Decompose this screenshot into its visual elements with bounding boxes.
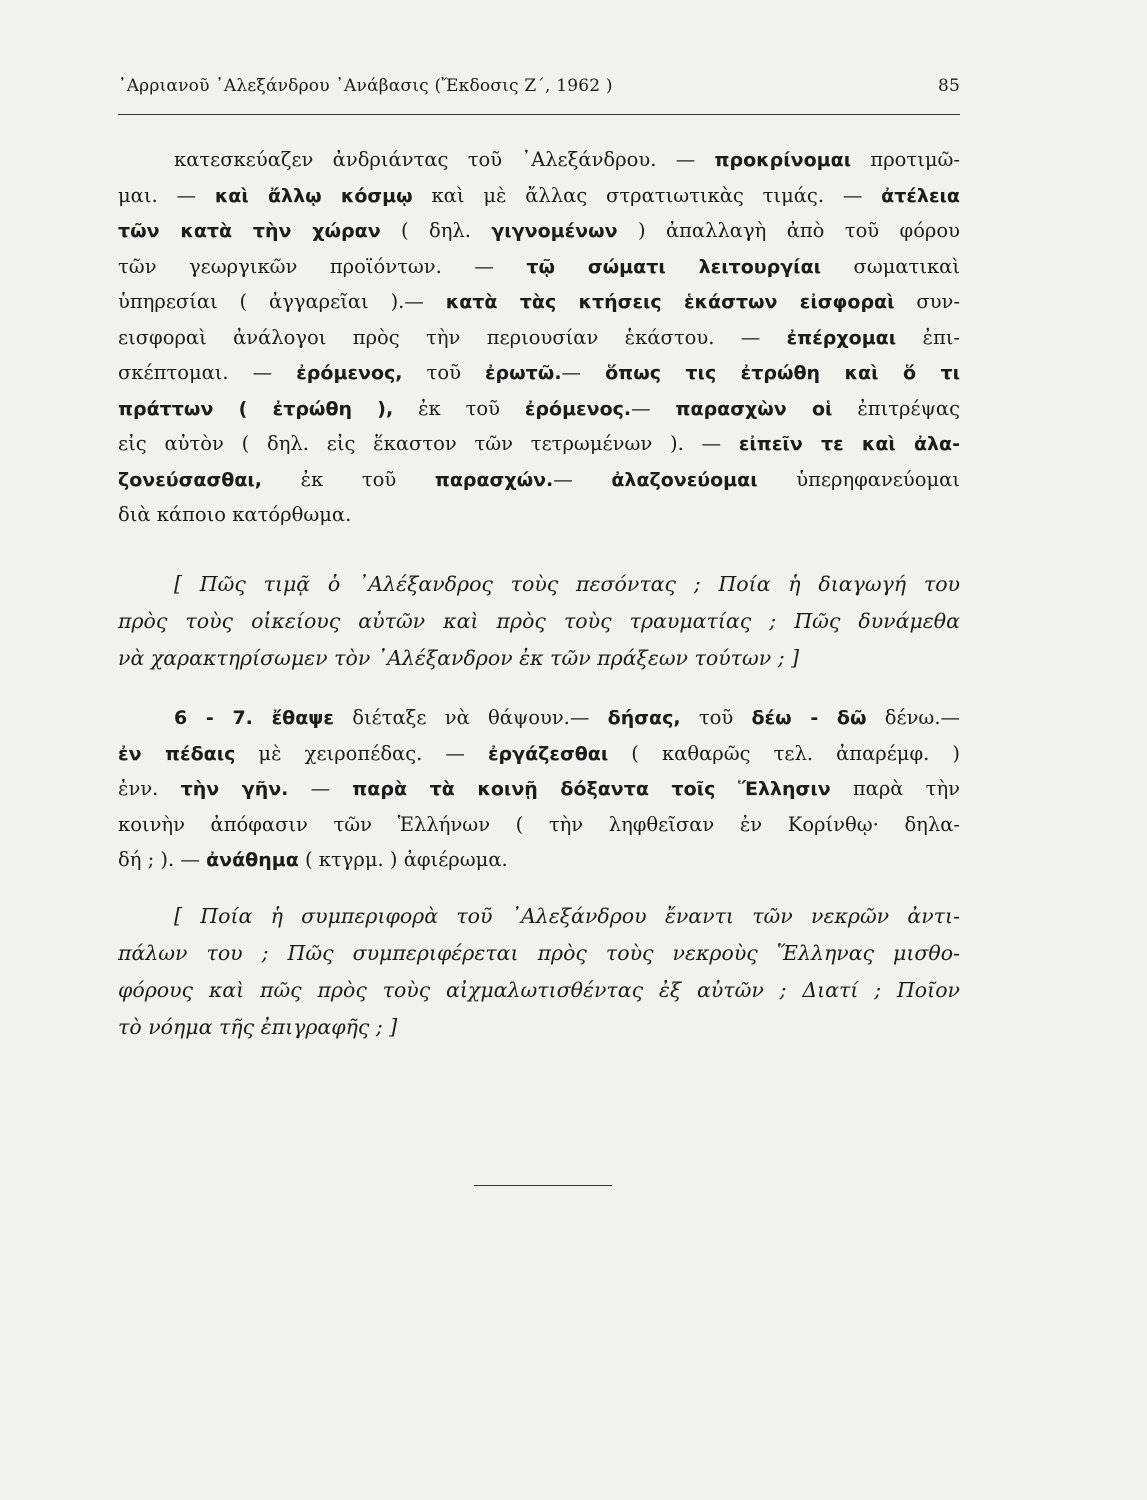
gloss-text: τοῦ — [402, 361, 485, 384]
gloss-text: προτιμῶ- — [851, 148, 960, 171]
gloss-text: διέταξε νὰ θάψουν.— — [333, 706, 608, 729]
gloss-text: συν- — [894, 290, 960, 313]
gloss-text: ὑπερηφανεύομαι — [757, 467, 960, 491]
gloss-text: ) ἀπαλλαγὴ ἀπὸ τοῦ φόρου — [617, 219, 960, 242]
question-line: τὸ νόημα τῆς ἐπιγραφῆς ; ] — [118, 1015, 398, 1039]
text-line — [118, 700, 960, 736]
text-line — [118, 807, 960, 843]
glossary-term: γιγνομένων — [491, 220, 618, 242]
glossary-term: ὅπως τις ἐτρώθη καὶ ὅ τι — [605, 362, 961, 384]
gloss-text: ( δηλ. — [380, 219, 492, 242]
glossary-paragraph-2 — [118, 700, 960, 878]
gloss-text: εισφοραὶ ἀνάλογοι πρὸς τὴν περιουσίαν ἑκάστου. — — [118, 325, 787, 349]
gloss-text: — — [553, 467, 612, 491]
gloss-text: σωματικαὶ — [821, 254, 960, 278]
gloss-text: μὲ χειροπέδας. — — [235, 741, 488, 765]
glossary-term: προκρίνομαι — [714, 149, 852, 171]
closing-separator-rule — [474, 1185, 612, 1186]
glossary-term: ζονεύσασθαι, — [118, 468, 263, 491]
header-title: ᾿Αρριανοῦ ᾿Αλεξάνδρου ᾿Ανάβασις (Ἔκδοσις Ζ΄, 1962 ) — [118, 76, 613, 96]
gloss-text: κατεσκεύαζεν ἀνδριάντας τοῦ ᾿Αλεξάνδρου. — — [174, 148, 715, 171]
gloss-text: τοῦ — [680, 706, 752, 729]
gloss-text: ἐκ τοῦ — [262, 467, 435, 491]
glossary-term: ἐργάζεσθαι — [487, 742, 609, 765]
gloss-text: μαι. — — [118, 183, 215, 207]
glossary-paragraph-1 — [118, 142, 960, 533]
gloss-text: σκέπτομαι. — — [118, 361, 297, 384]
question-line: νὰ χαρακτηρίσωμεν τὸν ᾿Αλέξανδρον ἐκ τῶν πράξεων τούτων ; ] — [118, 646, 800, 670]
question-line: πρὸς τοὺς οἰκείους αὐτῶν καὶ πρὸς τοὺς τραυματίας ; Πῶς δυνάμεθα — [118, 609, 960, 633]
gloss-text: δή ; ). — — [118, 848, 207, 871]
gloss-text: ὑπηρεσίαι ( ἀγγαρεῖαι ).— — [118, 290, 446, 313]
glossary-term: ἐν πέδαις — [118, 742, 236, 765]
text-line — [118, 497, 960, 533]
gloss-text: ( κτγρμ. ) ἀφιέρωμα. — [298, 848, 508, 871]
question-line: φόρους καὶ πῶς πρὸς τοὺς αἰχμαλωτισθέντας ἐξ αὐτῶν ; Διατί ; Ποῖον — [118, 978, 960, 1002]
glossary-term: παρασχών. — [434, 468, 554, 491]
question-block-1 — [118, 566, 960, 677]
gloss-text: ( καθαρῶς τελ. ἀπαρέμφ. ) — [608, 741, 960, 765]
text-line — [118, 320, 960, 356]
gloss-text: παρὰ τὴν — [830, 777, 960, 800]
text-line — [118, 213, 960, 249]
glossary-term: τὴν γῆν. — [180, 778, 289, 800]
text-line — [118, 142, 960, 178]
text-line — [118, 355, 960, 391]
gloss-text: ἐνν. — [118, 777, 181, 800]
text-line — [118, 178, 960, 214]
glossary-term: τῷ σώματι λειτουργίαι — [526, 255, 822, 278]
gloss-text: ἐπι- — [896, 325, 961, 349]
text-line — [118, 736, 960, 772]
glossary-term: ἐρωτῶ. — [484, 362, 562, 384]
question-line: πάλων του ; Πῶς συμπεριφέρεται πρὸς τοὺς νεκροὺς Ἕλληνας μισθο- — [118, 941, 960, 965]
glossary-term: παρὰ τὰ κοινῇ δόξαντα τοῖς Ἕλλησιν — [352, 778, 831, 800]
gloss-text: διὰ κάποιο κατόρθωμα. — [118, 503, 352, 526]
page-number: 85 — [937, 76, 960, 96]
gloss-text: ἐπιτρέψας — [832, 396, 960, 420]
gloss-text: — — [561, 361, 606, 384]
gloss-text: ἐκ τοῦ — [393, 396, 525, 420]
header-rule — [118, 114, 960, 115]
text-line — [118, 842, 960, 878]
glossary-term: δήσας, — [607, 707, 681, 729]
gloss-text: τῶν γεωργικῶν προϊόντων. — — [118, 254, 527, 278]
glossary-term: πράττων ( ἐτρώθη ), — [118, 397, 394, 420]
glossary-term: καὶ ἄλλῳ κόσμῳ — [214, 184, 413, 207]
gloss-text: καὶ μὲ ἄλλας στρατιωτικὰς τιμάς. — — [412, 183, 882, 207]
text-line — [118, 249, 960, 285]
glossary-term: ἀτέλεια — [881, 184, 960, 207]
gloss-text: — — [631, 396, 676, 420]
gloss-text: δένω.— — [866, 706, 961, 729]
gloss-text: — — [288, 777, 353, 800]
text-line — [118, 284, 960, 320]
glossary-term: δέω - δῶ — [751, 707, 867, 729]
gloss-text: κοινὴν ἀπόφασιν τῶν Ἑλλήνων ( τὴν ληφθεῖσαν ἐν Κορίνθῳ· δηλα- — [118, 812, 960, 836]
text-line — [118, 462, 960, 498]
text-line — [118, 426, 960, 462]
question-line: [ Ποία ἡ συμπεριφορὰ τοῦ ᾿Αλεξάνδρου ἔναντι τῶν νεκρῶν ἀντι- — [174, 904, 960, 928]
gloss-text: εἰς αὐτὸν ( δηλ. εἰς ἕκαστον τῶν τετρωμένων ). — — [118, 432, 739, 455]
text-line — [118, 391, 960, 427]
question-line: [ Πῶς τιμᾷ ὁ ᾿Αλέξανδρος τοὺς πεσόντας ; Ποία ἡ διαγωγή του — [174, 572, 960, 596]
glossary-term: ἀνάθημα — [206, 849, 299, 871]
glossary-term: ἐπέρχομαι — [786, 326, 897, 349]
glossary-term: ἐρόμενος, — [296, 362, 403, 384]
glossary-term: ἐρόμενος. — [524, 397, 632, 420]
glossary-term: ἀλαζονεύομαι — [611, 468, 758, 491]
glossary-term: τῶν κατὰ τὴν χώραν — [118, 220, 381, 242]
question-block-2 — [118, 898, 960, 1046]
glossary-term: 6 - 7. ἔθαψε — [174, 707, 334, 729]
text-line — [118, 771, 960, 807]
glossary-term: κατὰ τὰς κτήσεις ἑκάστων εἰσφοραὶ — [445, 291, 895, 313]
glossary-term: εἰπεῖν τε καὶ ἀλα- — [738, 433, 960, 455]
glossary-term: παρασχὼν οἱ — [675, 397, 833, 420]
